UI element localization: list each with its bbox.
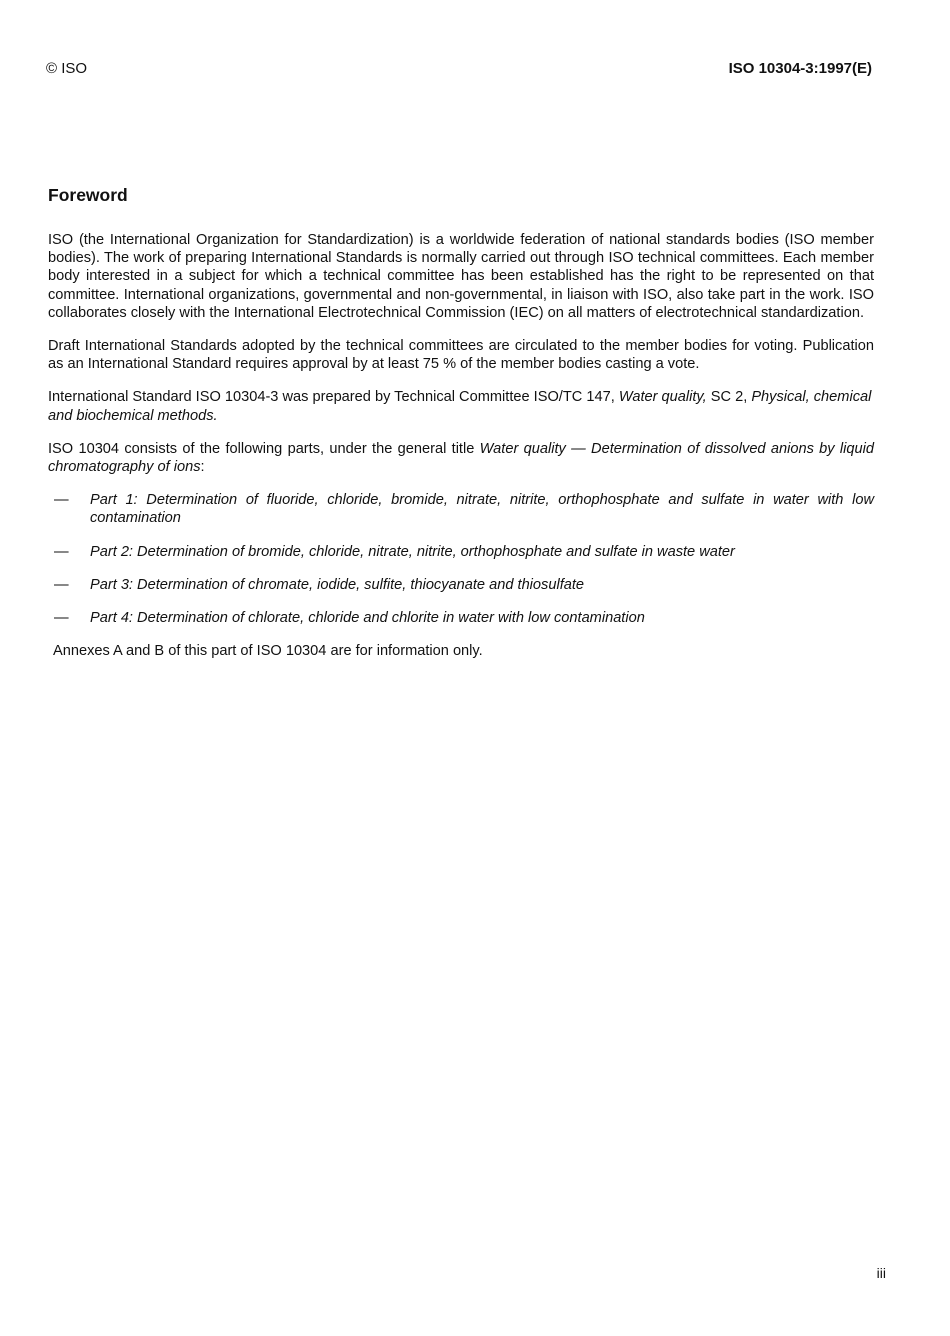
- list-dash: —: [54, 543, 69, 560]
- list-dash: —: [54, 610, 69, 627]
- list-dash: —: [54, 576, 69, 593]
- committee-name: Water quality,: [618, 389, 707, 406]
- list-item-text: Part 3: Determination of chromate, iodide, sulfite, thiocyanate and thiosulfate: [90, 576, 585, 593]
- copyright-notice: © ISO: [46, 60, 88, 77]
- list-dash: —: [54, 492, 69, 509]
- annex-note: Annexes A and B of this part of ISO 10304 are for information only.: [53, 643, 483, 660]
- subcommittee-name: Physical, chemical and biochemical methods.: [48, 389, 872, 424]
- general-title: Water quality — Determination of dissolved anions by liquid chromatography of ions: [48, 440, 874, 476]
- paragraph-prepared-by: [48, 388, 874, 424]
- parts-list: [48, 491, 874, 627]
- list-item: [48, 543, 874, 561]
- paragraph-draft-standards: Draft International Standards adopted by the technical committees are circulated to the member bodies for voting. Publication as an International Standard requires approval by at least 75 % of the member bodies casting a vote.: [48, 338, 874, 373]
- paragraph-parts-intro: [48, 440, 874, 476]
- page-title: Foreword: [48, 185, 128, 205]
- list-item-text: Part 4: Determination of chlorate, chloride and chlorite in water with low contamination: [90, 610, 645, 627]
- list-item-text: Part 1: Determination of fluoride, chloride, bromide, nitrate, nitrite, orthophosphate and sulfate in water with low contamination: [90, 492, 874, 527]
- document-id: ISO 10304-3:1997(E): [728, 60, 872, 77]
- foreword-body: [48, 231, 874, 675]
- subcommittee-text: SC 2,: [706, 389, 752, 406]
- paragraph-iso-intro: ISO (the International Organization for Standardization) is a worldwide federation of national standards bodies (ISO member bodies). The work of preparing International Standards is normally carried out through ISO technical committees. Each member body interested in a subject for which a technical committee has been established has the right to be represented on that committee. International organizations, governmental and non-governmental, in liaison with ISO, also take part in the work. ISO collaborates closely with the International Electrotechnical Commission (IEC) on all matters of electrotechnical standardization.: [48, 232, 874, 321]
- prepared-by-text: International Standard ISO 10304-3 was prepared by Technical Committee ISO/TC 147,: [48, 389, 619, 406]
- list-item: [48, 576, 874, 594]
- parts-intro-colon: :: [200, 459, 205, 476]
- list-item-text: Part 2: Determination of bromide, chloride, nitrate, nitrite, orthophosphate and sulfate in waste water: [90, 543, 735, 560]
- list-item: [48, 491, 874, 527]
- parts-intro-text: ISO 10304 consists of the following parts, under the general title: [48, 440, 480, 457]
- list-item: [48, 609, 874, 627]
- page-number: iii: [876, 1265, 886, 1281]
